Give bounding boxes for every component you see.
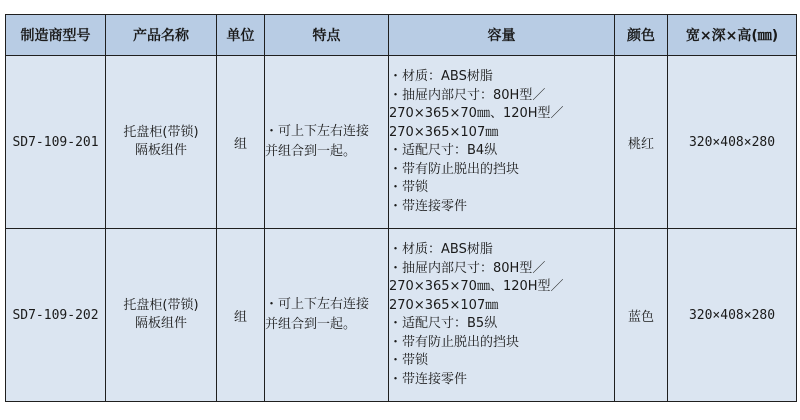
product-name-line: 隔板组件 [134,143,187,158]
product-spec-table [5,14,797,402]
header-unit: 单位 [217,15,265,56]
cell-color: 蓝色 [615,229,668,402]
header-color: 颜色 [615,15,668,56]
product-table-container [5,14,797,402]
cell-dimensions: 320×408×280 [668,229,797,402]
capacity-line: 270×365×70㎜、120H型／ [389,106,564,121]
capacity-line: ・带连接零件 [389,371,468,387]
header-product-name: 产品名称 [106,15,217,56]
cell-unit: 组 [217,229,265,402]
table-header-row [6,15,797,56]
table-row [6,56,797,229]
cell-features [265,229,389,402]
cell-product-name [106,229,217,402]
header-capacity: 容量 [389,15,615,56]
capacity-line: ・抽屉内部尺寸：80H型／ [389,87,546,103]
cell-unit: 组 [217,56,265,229]
product-name-line: 托盘柜(带锁) [123,298,199,313]
capacity-line: ・适配尺寸：B5纵 [389,316,498,331]
table-row [6,229,797,402]
capacity-line: 270×365×70㎜、120H型／ [389,279,564,294]
feature-line: ・可上下左右连接 [265,124,370,139]
product-name-line: 隔板组件 [134,316,187,331]
product-name-line: 托盘柜(带锁) [123,125,199,140]
capacity-line: ・材质：ABS树脂 [389,242,493,257]
capacity-line: ・带锁 [389,353,429,368]
feature-line: 并组合到一起。 [265,144,357,159]
cell-features [265,56,389,229]
cell-model: SD7-109-201 [6,56,106,229]
header-dimensions: 宽×深×高(㎜) [668,15,797,56]
cell-model: SD7-109-202 [6,229,106,402]
feature-line: ・可上下左右连接 [265,297,370,312]
cell-dimensions: 320×408×280 [668,56,797,229]
capacity-line: ・适配尺寸：B4纵 [389,143,498,158]
header-model: 制造商型号 [6,15,106,56]
cell-capacity [389,229,615,402]
cell-color: 桃红 [615,56,668,229]
capacity-line: ・材质：ABS树脂 [389,69,493,84]
capacity-line: ・带连接零件 [389,198,468,214]
capacity-line: ・抽屉内部尺寸：80H型／ [389,260,546,276]
cell-capacity [389,56,615,229]
capacity-line: ・带锁 [389,180,429,195]
cell-product-name [106,56,217,229]
capacity-line: 270×365×107㎜ [389,124,499,140]
capacity-line: ・带有防止脱出的挡块 [389,334,520,350]
header-features: 特点 [265,15,389,56]
feature-line: 并组合到一起。 [265,317,357,332]
capacity-line: 270×365×107㎜ [389,297,499,313]
capacity-line: ・带有防止脱出的挡块 [389,161,520,177]
